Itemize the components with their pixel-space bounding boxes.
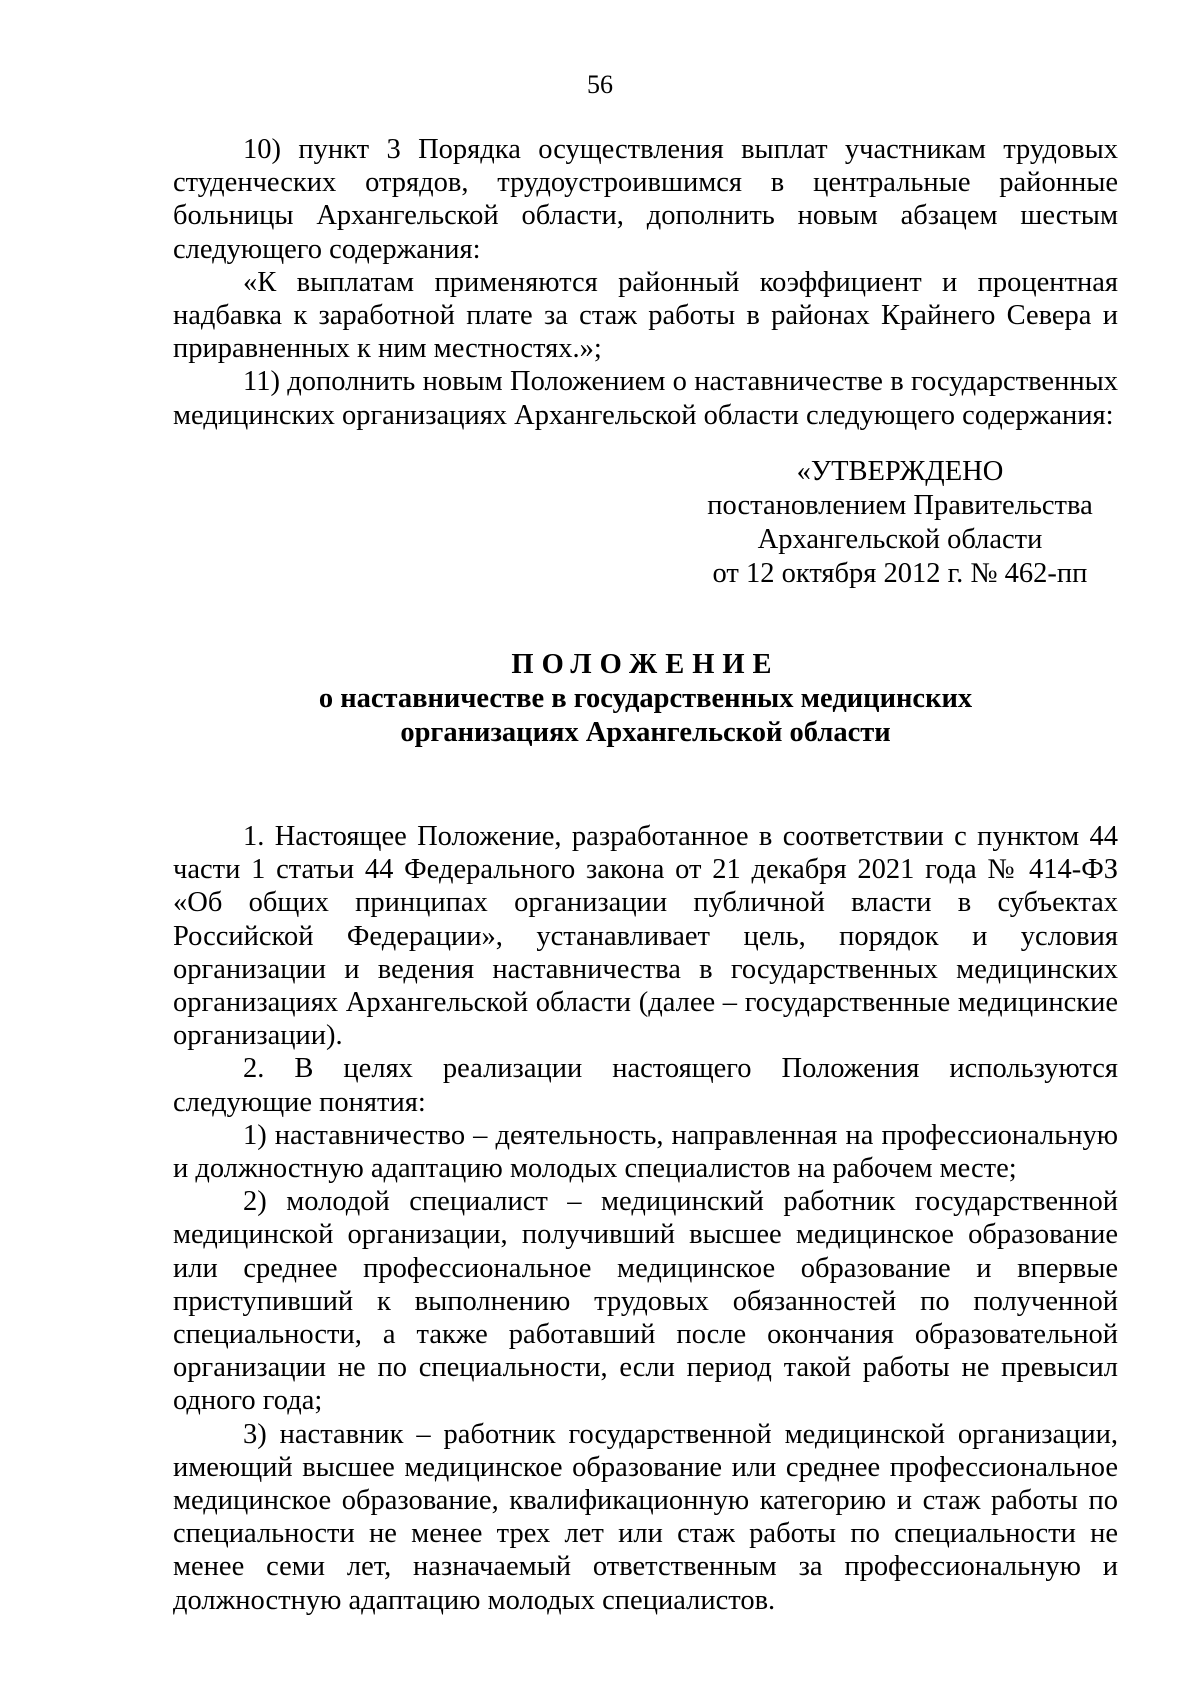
document-title (173, 648, 1118, 750)
definition-item: 1) наставничество – деятельность, направленная на профессиональную и должностную адаптацию молодых специалистов на рабочем месте; (173, 1119, 1118, 1185)
title-subheading-line: о наставничестве в государственных медицинских (318, 683, 973, 714)
definition-item: 2) молодой специалист – медицинский работник государственной медицинской организации, получивший высшее медицинское образование или среднее профессиональное медицинское образование и впервые приступивший к выполнению трудовых обязанностей по полученной специальности, а также работавший после окончания образовательной организации не по специальности, если период такой работы не превысил одного года; (173, 1186, 1118, 1417)
paragraph-clause-1: 1. Настоящее Положение, разработанное в соответствии с пунктом 44 части 1 статьи 44 Федерального закона от 21 декабря 2021 года № 414-ФЗ «Об общих принципах организации публичной власти в субъектах Российской Федерации», устанавливает цель, порядок и условия организации и ведения наставничества в государственных медицинских организациях Архангельской области (далее – государственные медицинские организации). (173, 821, 1118, 1052)
title-heading: ПОЛОЖЕНИЕ (511, 649, 780, 680)
title-subheading-line: организациях Архангельской области (400, 717, 891, 748)
approval-line: Архангельской области (757, 524, 1043, 555)
intro-section (173, 133, 1118, 432)
approval-line: от 12 октября 2012 г. № 462-пп (712, 558, 1088, 589)
paragraph-item-10: 10) пункт 3 Порядка осуществления выплат участникам трудовых студенческих отрядов, трудоустроившимся в центральные районные больницы Архангельской области, дополнить новым абзацем шестым следующего содержания: (173, 134, 1118, 265)
main-section (173, 820, 1118, 1617)
definition-item: 3) наставник – работник государственной медицинской организации, имеющий высшее медицинское образование или среднее профессиональное медицинское образование, квалификационную категорию и стаж работы по специальности не менее трех лет или стаж работы по специальности не менее семи лет, назначаемый ответственным за профессиональную и должностную адаптацию молодых специалистов. (173, 1418, 1118, 1616)
quoted-paragraph: «К выплатам применяются районный коэффициент и процентная надбавка к заработной плате за стаж работы в районах Крайнего Севера и приравненных к ним местностях.»; (173, 266, 1118, 365)
approval-stamp (700, 455, 1100, 591)
approval-line: постановлением Правительства (707, 490, 1093, 521)
paragraph-clause-2: 2. В целях реализации настоящего Положения используются следующие понятия: (173, 1053, 1118, 1118)
approval-line: «УТВЕРЖДЕНО (796, 456, 1004, 487)
page-number: 56 (587, 70, 613, 99)
paragraph-item-11: 11) дополнить новым Положением о наставничестве в государственных медицинских организациях Архангельской области следующего содержания: (173, 366, 1118, 431)
